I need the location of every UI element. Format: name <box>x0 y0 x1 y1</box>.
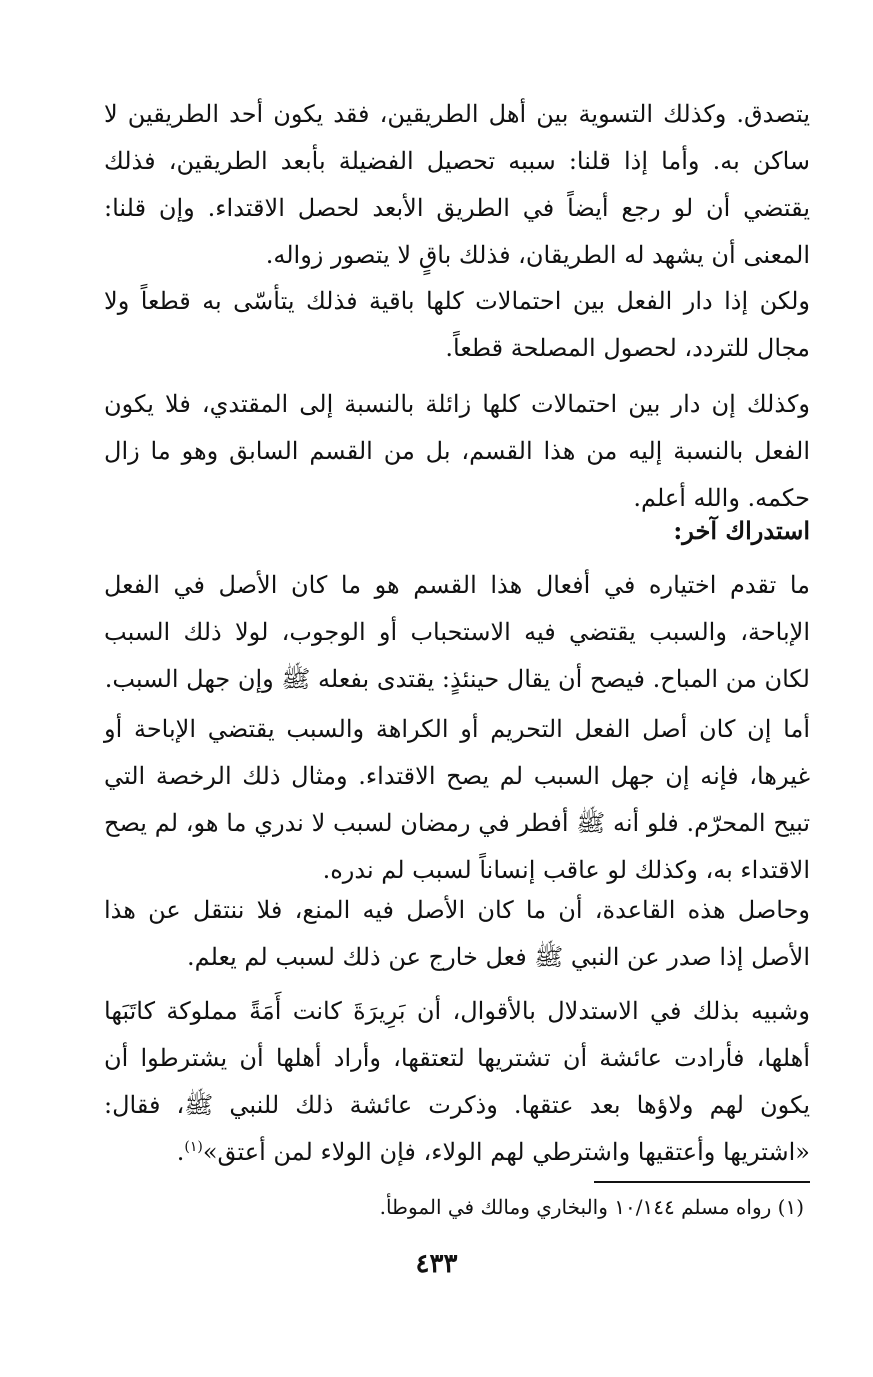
paragraph-1: يتصدق. وكذلك التسوية بين أهل الطريقين، فقد يكون أحد الطريقين لا ساكن به. وأما إذا قلنا: سببه تحصيل الفضيلة بأبعد الطريقين، فذلك يقتضي أن لو رجع أيضاً في الطريق الأبعد لحصل الاقتداء. وإن قلنا: المعنى أن يشهد له الطريقان، فذلك باقٍ لا يتصور زواله. <box>104 100 810 269</box>
footnote-reference: (١) <box>184 1139 203 1155</box>
paragraph-2: ولكن إذا دار الفعل بين احتمالات كلها باقية فذلك يتأسّى به قطعاً ولا مجال للتردد، لحصول المصلحة قطعاً. <box>104 287 810 362</box>
paragraph-7 <box>104 988 810 1176</box>
footnote: (١) رواه مسلم ١٠/١٤٤ والبخاري ومالك في الموطأ. <box>379 1195 804 1219</box>
section-heading: استدراك آخر: <box>673 516 810 545</box>
paragraph-7-text: وشبيه بذلك في الاستدلال بالأقوال، أن بَرِيرَةَ كانت أَمَةً مملوكة كاتَبَها أهلها، فأرادت عائشة أن تشتريها لتعتقها، وأراد أهلها أن يشترطوا أن يكون لهم ولاؤها بعد عتقها. وذكرت عائشة ذلك للنبي ﷺ، فقال: «اشتريها وأعتقيها واشترطي لهم الولاء، فإن الولاء لمن أعتق» <box>104 997 811 1166</box>
page-number: ٤٣٣ <box>415 1249 458 1279</box>
footnote-separator <box>594 1181 810 1183</box>
paragraph-5: أما إن كان أصل الفعل التحريم أو الكراهة والسبب يقتضي الإباحة أو غيرها، فإنه إن جهل السبب لم يصح الاقتداء. ومثال ذلك الرخصة التي تبيح المحرّم. فلو أنه ﷺ أفطر في رمضان لسبب لا ندري ما هو، لم يصح الاقتداء به، وكذلك لو عاقب إنساناً لسبب لم ندره. <box>104 715 810 884</box>
paragraph-7-end: . <box>176 1138 185 1166</box>
paragraph-6: وحاصل هذه القاعدة، أن ما كان الأصل فيه المنع، فلا ننتقل عن هذا الأصل إذا صدر عن النبي ﷺ فعل خارج عن ذلك لسبب لم يعلم. <box>104 896 810 971</box>
paragraph-4: ما تقدم اختياره في أفعال هذا القسم هو ما كان الأصل في الفعل الإباحة، والسبب يقتضي فيه الاستحباب أو الوجوب، لولا ذلك السبب لكان من المباح. فيصح أن يقال حينئذٍ: يقتدى بفعله ﷺ وإن جهل السبب. <box>104 571 810 693</box>
paragraph-3: وكذلك إن دار بين احتمالات كلها زائلة بالنسبة إلى المقتدي، فلا يكون الفعل بالنسبة إليه من هذا القسم، بل من القسم السابق وهو ما زال حكمه. والله أعلم. <box>104 390 810 512</box>
